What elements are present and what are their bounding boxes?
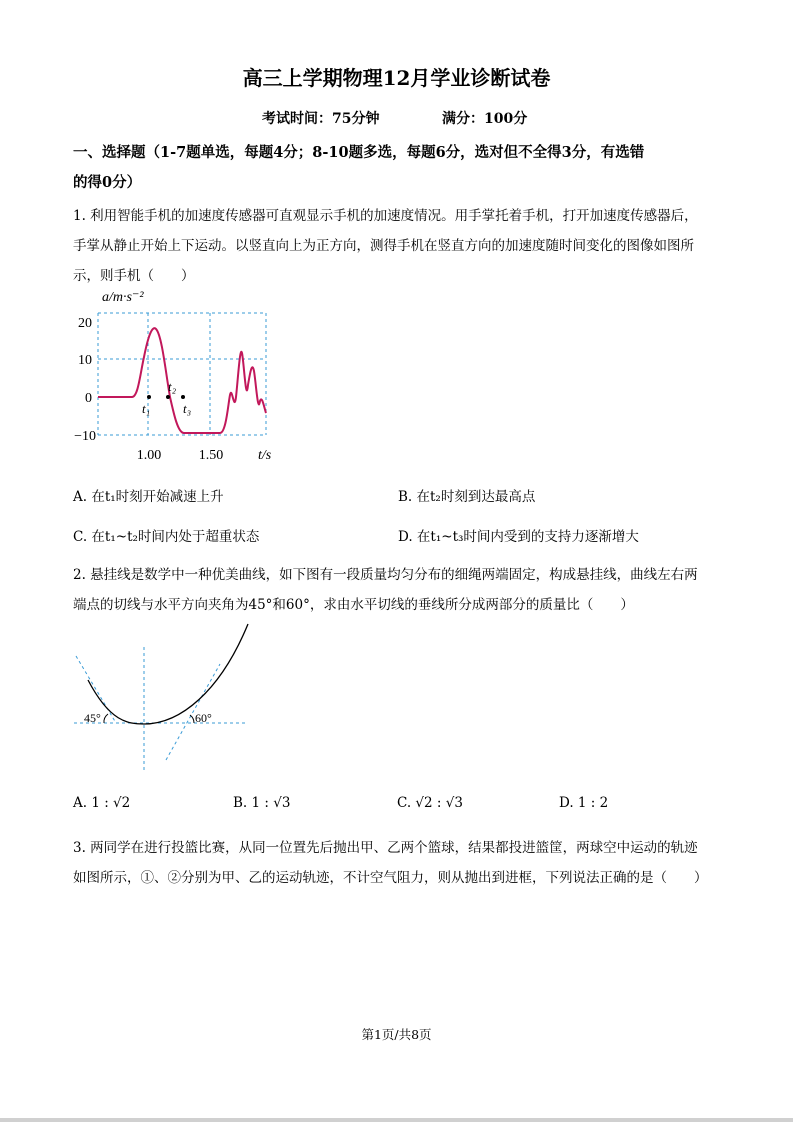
t2-marker [166,395,170,399]
x-tick-1-00: 1.00 [136,448,162,463]
y-tick-0: 0 [85,391,92,406]
y-tick-20: 20 [78,316,92,331]
q2-option-c: C. √2 : √3 [397,795,463,811]
section-heading-line1: 一、选择题（1-7题单选，每题4分；8-10题多选，每题6分，选对但不全得3分，有选错 [73,144,645,161]
q1-text-line2: 手掌从静止开始上下运动。以竖直向上为正方向，测得手机在竖直方向的加速度随时间变化的图像如图所 [73,238,694,254]
y-tick-minus10: −10 [74,429,96,444]
x-axis-label: t/s [258,448,272,463]
q1-text-line3: 示，则手机（ ） [73,268,195,284]
y-tick-10: 10 [78,353,92,368]
q1-option-c: C. 在t₁~t₂时间内处于超重状态 [73,529,260,545]
page-title: 高三上学期物理12月学业诊断试卷 [242,66,551,90]
section-heading-line2: 的得0分） [73,174,142,191]
acceleration-curve [98,328,266,433]
q1-text-line1: 1. 利用智能手机的加速度传感器可直观显示手机的加速度情况。用手掌托着手机，打开加速度传感器后， [73,208,698,224]
q3-text-line2: 如图所示，①、②分别为甲、乙的运动轨迹，不计空气阻力，则从抛出到进框，下列说法正确的是（ ） [73,870,708,886]
t3-marker [181,395,185,399]
q2-option-a: A. 1 : √2 [73,795,131,811]
catenary-curve [88,624,248,724]
t1-marker [147,395,151,399]
page-bottom-border [0,1118,793,1122]
angle-left-label: 45° [84,711,101,725]
right-tangent [166,664,220,760]
angle-right-label: 60° [195,711,212,725]
exam-time: 考试时间：75分钟 [262,111,380,127]
t2-label: t₂ [168,379,177,394]
q1-option-b: B. 在t₂时刻到达最高点 [398,489,536,505]
full-score: 满分：100分 [442,111,528,127]
q1-option-a: A. 在t₁时刻开始减速上升 [73,489,224,505]
angle-arc-left [104,714,108,723]
page-footer: 第1页/共8页 [361,1027,432,1042]
t3-label: t₃ [183,401,192,416]
q2-option-d: D. 1 : 2 [559,795,609,811]
acceleration-graph [70,285,285,465]
x-tick-1-50: 1.50 [198,448,224,463]
q2-option-b: B. 1 : √3 [233,795,291,811]
q3-text-line1: 3. 两同学在进行投篮比赛，从同一位置先后抛出甲、乙两个篮球，结果都投进篮筐，两球空中运动的轨迹 [73,840,698,856]
t1-label: t₁ [142,401,151,416]
q1-option-d: D. 在t₁~t₃时间内受到的支持力逐渐增大 [398,529,639,545]
q2-text-line1: 2. 悬挂线是数学中一种优美曲线，如下图有一段质量均匀分布的细绳两端固定，构成悬挂线，曲线左右两 [73,567,698,583]
q2-text-line2: 端点的切线与水平方向夹角为45°和60°，求由水平切线的垂线所分成两部分的质量比（ ） [73,597,634,613]
y-axis-label: a/m·s⁻² [102,290,144,305]
catenary-figure [70,622,255,777]
